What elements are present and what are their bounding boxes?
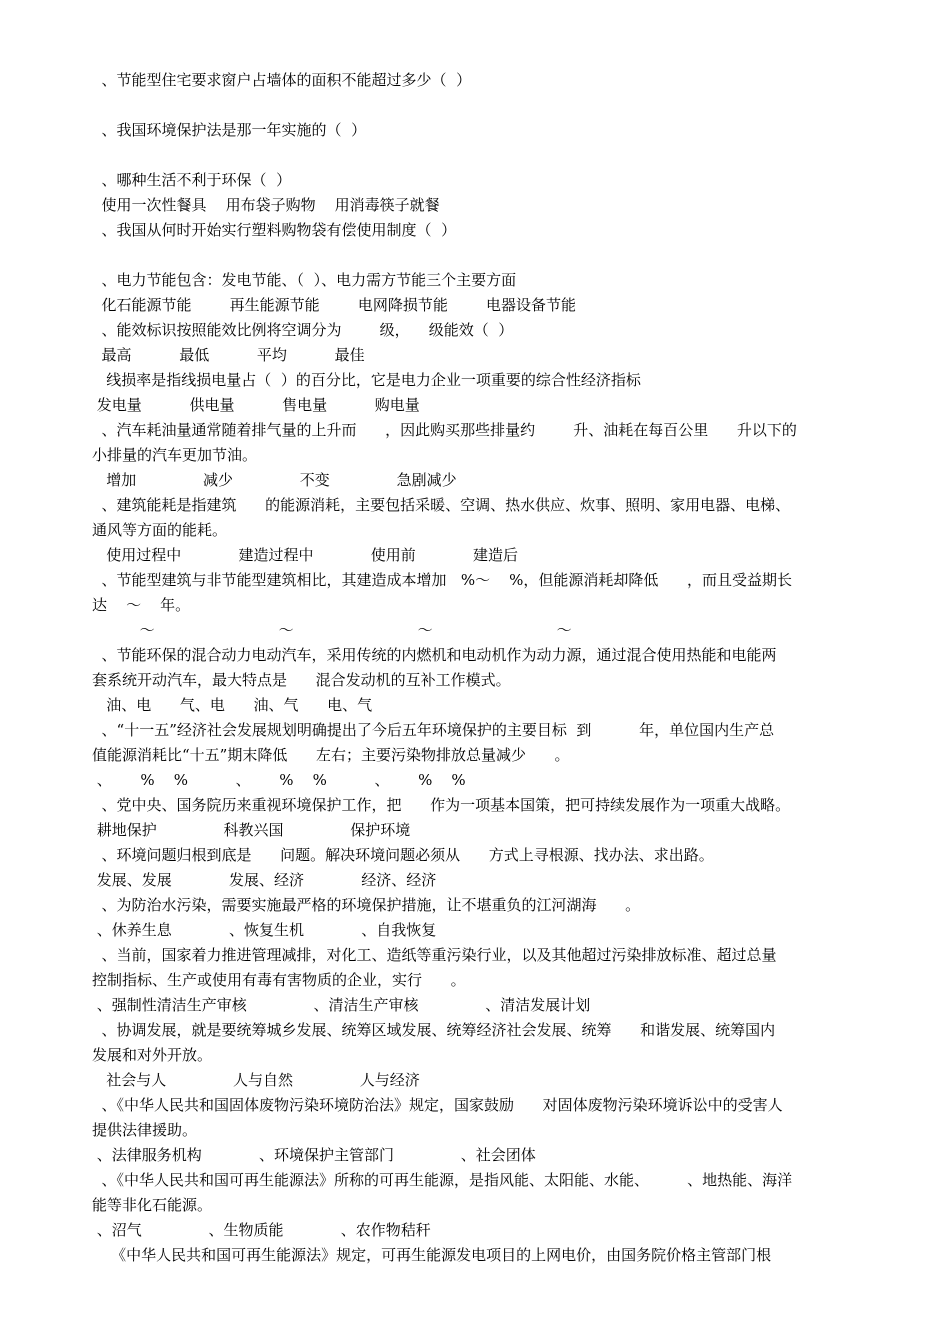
option-line: 社会与人 人与自然 人与经济 <box>92 1071 420 1089</box>
question-line: 、节能环保的混合动力电动汽车，采用传统的内燃机和电动机作为动力源，通过混合使用热能和电能两 <box>92 646 777 664</box>
question-line: 、汽车耗油量通常随着排气量的上升而 ，因此购买那些排量约 升、油耗在每百公里 升以下的 <box>92 421 797 439</box>
question-line: 、我国环境保护法是那一年实施的（ ） <box>92 121 367 139</box>
question-line: 、环境问题归根到底是 问题。解决环境问题必须从 方式上寻根源、找办法、求出路。 <box>92 846 714 864</box>
option-line: 发展、发展 发展、经济 经济、经济 <box>92 871 437 889</box>
question-line: 发展和对外开放。 <box>92 1046 213 1064</box>
question-line: 《中华人民共和国可再生能源法》规定，可再生能源发电项目的上网电价，由国务院价格主管部门根 <box>92 1246 772 1264</box>
option-line: 、沼气 、生物质能 、农作物秸秆 <box>92 1221 431 1239</box>
option-line: 耕地保护 科教兴国 保护环境 <box>92 821 411 839</box>
question-line: 能等非化石能源。 <box>92 1196 213 1214</box>
question-line: 、我国从何时开始实行塑料购物袋有偿使用制度（ ） <box>92 221 457 239</box>
option-line: 最高 最低 平均 最佳 <box>92 346 365 364</box>
question-line: 、哪种生活不利于环保（ ） <box>92 171 292 189</box>
question-line: 、节能型建筑与非节能型建筑相比，其建造成本增加 %～ %，但能源消耗却降低 ，而且受益期长 <box>92 571 793 589</box>
question-line: 、为防治水污染，需要实施最严格的环境保护措施，让不堪重负的江河湖海 。 <box>92 896 641 914</box>
question-line: 、建筑能耗是指建筑 的能源消耗，主要包括采暖、空调、热水供应、炊事、照明、家用电器、电梯、 <box>92 496 791 514</box>
option-line: 、 % % 、 % % 、 % % <box>92 771 466 789</box>
option-line: 增加 减少 不变 急剧减少 <box>92 471 457 489</box>
question-line: 值能源消耗比“十五”期末降低 左右；主要污染物排放总量减少 。 <box>92 746 570 764</box>
question-line: 、协调发展，就是要统筹城乡发展、统筹区域发展、统筹经济社会发展、统筹 和谐发展、统筹国内 <box>92 1021 776 1039</box>
question-line: 套系统开动汽车，最大特点是 混合发动机的互补工作模式。 <box>92 671 511 689</box>
question-line: 达 ～ 年。 <box>92 596 191 614</box>
option-line: 、法律服务机构 、环境保护主管部门 、社会团体 <box>92 1146 536 1164</box>
question-line: 、《中华人民共和国固体废物污染环境防治法》规定，国家鼓励 对固体废物污染环境诉讼中的受害人 <box>92 1096 783 1114</box>
option-line: 使用一次性餐具 用布袋子购物 用消毒筷子就餐 <box>92 196 440 214</box>
option-line: 、强制性清洁生产审核 、清洁生产审核 、清洁发展计划 <box>92 996 591 1014</box>
option-line: 油、电 气、电 油、气 电、气 <box>92 696 373 714</box>
question-line: 小排量的汽车更加节油。 <box>92 446 258 464</box>
option-line: 、休养生息 、恢复生机 、自我恢复 <box>92 921 437 939</box>
question-line: 通风等方面的能耗。 <box>92 521 228 539</box>
option-line: 使用过程中 建造过程中 使用前 建造后 <box>92 546 518 564</box>
question-line: 、节能型住宅要求窗户占墙体的面积不能超过多少（ ） <box>92 71 472 89</box>
option-line: 化石能源节能 再生能源节能 电网降损节能 电器设备节能 <box>92 296 576 314</box>
question-line: 、“十一五”经济社会发展规划明确提出了今后五年环境保护的主要目标 到 年，单位国内生产总 <box>92 721 775 739</box>
question-line: 线损率是指线损电量占（ ）的百分比，它是电力企业一项重要的综合性经济指标 <box>92 371 641 389</box>
question-line: 、党中央、国务院历来重视环境保护工作，把 作为一项基本国策，把可持续发展作为一项重大战略。 <box>92 796 791 814</box>
question-line: 、当前，国家着力推进管理减排，对化工、造纸等重污染行业，以及其他超过污染排放标准、超过总量 <box>92 946 777 964</box>
question-line: 控制指标、生产或使用有毒有害物质的企业，实行 。 <box>92 971 466 989</box>
option-line: 发电量 供电量 售电量 购电量 <box>92 396 420 414</box>
question-line: 、能效标识按照能效比例将空调分为 级， 级能效（ ） <box>92 321 514 339</box>
question-line: 、《中华人民共和国可再生能源法》所称的可再生能源，是指风能、太阳能、水能、 、地热能、海洋 <box>92 1171 793 1189</box>
option-line: ～ ～ ～ ～ <box>92 621 572 639</box>
question-line: 提供法律援助。 <box>92 1121 198 1139</box>
question-line: 、电力节能包含：发电节能、（ ）、电力需方节能三个主要方面 <box>92 271 517 289</box>
